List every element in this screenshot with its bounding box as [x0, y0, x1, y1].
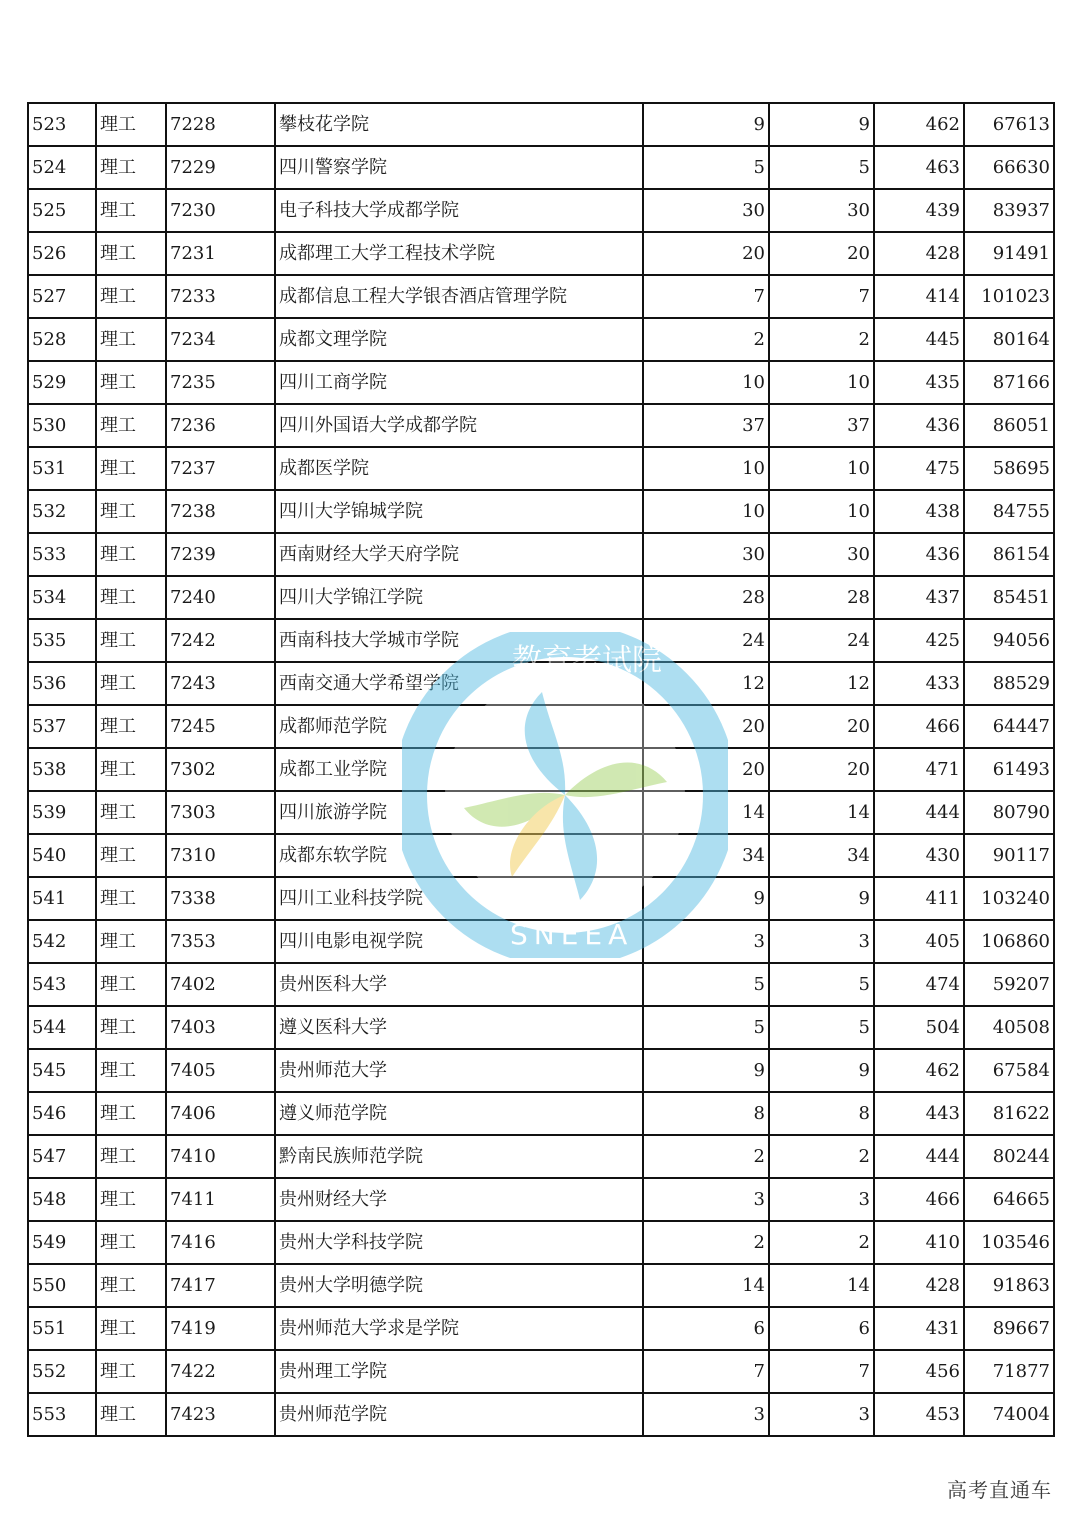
table-row: [28, 1350, 1054, 1393]
table-row: [28, 447, 1054, 490]
row-number-cell: 542: [28, 920, 96, 963]
min-score-cell: 436: [874, 404, 964, 447]
table-row: [28, 103, 1054, 146]
min-score-cell: 463: [874, 146, 964, 189]
school-code-cell: 7234: [166, 318, 275, 361]
min-rank-cell: 103546: [964, 1221, 1054, 1264]
row-number-cell: 530: [28, 404, 96, 447]
school-name-cell: 四川外国语大学成都学院: [275, 404, 643, 447]
plan-count-cell: 10: [643, 447, 769, 490]
min-rank-cell: 67584: [964, 1049, 1054, 1092]
admitted-count-cell: 6: [769, 1307, 874, 1350]
min-rank-cell: 64665: [964, 1178, 1054, 1221]
category-cell: 理工: [96, 791, 166, 834]
min-rank-cell: 91491: [964, 232, 1054, 275]
row-number-cell: 553: [28, 1393, 96, 1436]
min-score-cell: 435: [874, 361, 964, 404]
min-rank-cell: 94056: [964, 619, 1054, 662]
min-rank-cell: 61493: [964, 748, 1054, 791]
admitted-count-cell: 14: [769, 791, 874, 834]
school-code-cell: 7417: [166, 1264, 275, 1307]
school-name-cell: 黔南民族师范学院: [275, 1135, 643, 1178]
min-score-cell: 444: [874, 1135, 964, 1178]
table-row: [28, 189, 1054, 232]
min-score-cell: 430: [874, 834, 964, 877]
table-row: [28, 1264, 1054, 1307]
school-code-cell: 7419: [166, 1307, 275, 1350]
min-score-cell: 433: [874, 662, 964, 705]
school-code-cell: 7229: [166, 146, 275, 189]
school-name-cell: 四川电影电视学院: [275, 920, 643, 963]
plan-count-cell: 30: [643, 533, 769, 576]
school-name-cell: 贵州师范大学: [275, 1049, 643, 1092]
admitted-count-cell: 3: [769, 920, 874, 963]
plan-count-cell: 34: [643, 834, 769, 877]
plan-count-cell: 20: [643, 705, 769, 748]
plan-count-cell: 3: [643, 920, 769, 963]
school-code-cell: 7353: [166, 920, 275, 963]
table-row: [28, 1393, 1054, 1436]
table-row: [28, 748, 1054, 791]
category-cell: 理工: [96, 318, 166, 361]
school-name-cell: 成都文理学院: [275, 318, 643, 361]
category-cell: 理工: [96, 748, 166, 791]
category-cell: 理工: [96, 103, 166, 146]
table-row: [28, 1221, 1054, 1264]
table-row: [28, 361, 1054, 404]
row-number-cell: 548: [28, 1178, 96, 1221]
min-score-cell: 466: [874, 705, 964, 748]
school-name-cell: 遵义医科大学: [275, 1006, 643, 1049]
plan-count-cell: 30: [643, 189, 769, 232]
plan-count-cell: 5: [643, 963, 769, 1006]
admitted-count-cell: 3: [769, 1178, 874, 1221]
category-cell: 理工: [96, 1049, 166, 1092]
category-cell: 理工: [96, 1221, 166, 1264]
admitted-count-cell: 34: [769, 834, 874, 877]
school-code-cell: 7237: [166, 447, 275, 490]
min-rank-cell: 86051: [964, 404, 1054, 447]
row-number-cell: 537: [28, 705, 96, 748]
plan-count-cell: 8: [643, 1092, 769, 1135]
category-cell: 理工: [96, 920, 166, 963]
watermark-top-text: 教育考试院: [512, 643, 662, 678]
admitted-count-cell: 20: [769, 705, 874, 748]
min-score-cell: 425: [874, 619, 964, 662]
min-rank-cell: 66630: [964, 146, 1054, 189]
school-name-cell: 西南交通大学希望学院: [275, 662, 643, 705]
row-number-cell: 552: [28, 1350, 96, 1393]
table-row: [28, 1006, 1054, 1049]
school-code-cell: 7238: [166, 490, 275, 533]
table-row: [28, 662, 1054, 705]
school-name-cell: 四川工业科技学院: [275, 877, 643, 920]
category-cell: 理工: [96, 1393, 166, 1436]
plan-count-cell: 14: [643, 791, 769, 834]
plan-count-cell: 2: [643, 318, 769, 361]
min-score-cell: 475: [874, 447, 964, 490]
min-score-cell: 444: [874, 791, 964, 834]
school-code-cell: 7240: [166, 576, 275, 619]
plan-count-cell: 5: [643, 1006, 769, 1049]
table-row: [28, 1049, 1054, 1092]
admitted-count-cell: 7: [769, 275, 874, 318]
min-rank-cell: 59207: [964, 963, 1054, 1006]
min-score-cell: 428: [874, 232, 964, 275]
admitted-count-cell: 24: [769, 619, 874, 662]
row-number-cell: 539: [28, 791, 96, 834]
school-name-cell: 成都师范学院: [275, 705, 643, 748]
table-row: [28, 1178, 1054, 1221]
row-number-cell: 551: [28, 1307, 96, 1350]
school-code-cell: 7411: [166, 1178, 275, 1221]
admitted-count-cell: 30: [769, 189, 874, 232]
plan-count-cell: 6: [643, 1307, 769, 1350]
plan-count-cell: 9: [643, 1049, 769, 1092]
school-name-cell: 成都理工大学工程技术学院: [275, 232, 643, 275]
min-score-cell: 504: [874, 1006, 964, 1049]
admitted-count-cell: 2: [769, 1221, 874, 1264]
row-number-cell: 526: [28, 232, 96, 275]
school-name-cell: 四川工商学院: [275, 361, 643, 404]
min-rank-cell: 83937: [964, 189, 1054, 232]
admitted-count-cell: 10: [769, 361, 874, 404]
plan-count-cell: 28: [643, 576, 769, 619]
table-row: [28, 576, 1054, 619]
table-row: [28, 920, 1054, 963]
admissions-table: [27, 102, 1055, 1437]
table-row: [28, 705, 1054, 748]
category-cell: 理工: [96, 533, 166, 576]
table-row: [28, 1092, 1054, 1135]
plan-count-cell: 20: [643, 232, 769, 275]
plan-count-cell: 12: [643, 662, 769, 705]
min-rank-cell: 80164: [964, 318, 1054, 361]
school-name-cell: 四川大学锦江学院: [275, 576, 643, 619]
min-rank-cell: 86154: [964, 533, 1054, 576]
min-score-cell: 471: [874, 748, 964, 791]
school-name-cell: 贵州大学明德学院: [275, 1264, 643, 1307]
admitted-count-cell: 3: [769, 1393, 874, 1436]
school-code-cell: 7303: [166, 791, 275, 834]
row-number-cell: 528: [28, 318, 96, 361]
row-number-cell: 534: [28, 576, 96, 619]
row-number-cell: 529: [28, 361, 96, 404]
category-cell: 理工: [96, 834, 166, 877]
school-code-cell: 7310: [166, 834, 275, 877]
row-number-cell: 540: [28, 834, 96, 877]
school-code-cell: 7422: [166, 1350, 275, 1393]
plan-count-cell: 3: [643, 1393, 769, 1436]
admitted-count-cell: 12: [769, 662, 874, 705]
plan-count-cell: 10: [643, 361, 769, 404]
category-cell: 理工: [96, 576, 166, 619]
min-score-cell: 437: [874, 576, 964, 619]
category-cell: 理工: [96, 963, 166, 1006]
min-rank-cell: 87166: [964, 361, 1054, 404]
min-score-cell: 436: [874, 533, 964, 576]
plan-count-cell: 9: [643, 103, 769, 146]
school-code-cell: 7228: [166, 103, 275, 146]
school-name-cell: 西南财经大学天府学院: [275, 533, 643, 576]
plan-count-cell: 7: [643, 1350, 769, 1393]
table-row: [28, 963, 1054, 1006]
school-code-cell: 7402: [166, 963, 275, 1006]
admitted-count-cell: 5: [769, 1006, 874, 1049]
min-rank-cell: 64447: [964, 705, 1054, 748]
category-cell: 理工: [96, 275, 166, 318]
min-score-cell: 443: [874, 1092, 964, 1135]
category-cell: 理工: [96, 705, 166, 748]
table-body: [28, 103, 1054, 1436]
category-cell: 理工: [96, 1350, 166, 1393]
category-cell: 理工: [96, 619, 166, 662]
plan-count-cell: 5: [643, 146, 769, 189]
category-cell: 理工: [96, 146, 166, 189]
school-code-cell: 7245: [166, 705, 275, 748]
min-rank-cell: 101023: [964, 275, 1054, 318]
school-code-cell: 7242: [166, 619, 275, 662]
plan-count-cell: 37: [643, 404, 769, 447]
category-cell: 理工: [96, 490, 166, 533]
table-row: [28, 533, 1054, 576]
category-cell: 理工: [96, 232, 166, 275]
min-rank-cell: 84755: [964, 490, 1054, 533]
school-name-cell: 贵州大学科技学院: [275, 1221, 643, 1264]
school-name-cell: 成都医学院: [275, 447, 643, 490]
min-rank-cell: 58695: [964, 447, 1054, 490]
watermark-bottom-text: SNEEA: [510, 918, 634, 951]
table-row: [28, 1135, 1054, 1178]
school-code-cell: 7406: [166, 1092, 275, 1135]
min-rank-cell: 80790: [964, 791, 1054, 834]
school-code-cell: 7239: [166, 533, 275, 576]
row-number-cell: 523: [28, 103, 96, 146]
min-score-cell: 466: [874, 1178, 964, 1221]
school-name-cell: 贵州师范大学求是学院: [275, 1307, 643, 1350]
row-number-cell: 547: [28, 1135, 96, 1178]
plan-count-cell: 14: [643, 1264, 769, 1307]
table-row: [28, 232, 1054, 275]
min-score-cell: 453: [874, 1393, 964, 1436]
row-number-cell: 536: [28, 662, 96, 705]
plan-count-cell: 2: [643, 1221, 769, 1264]
min-rank-cell: 67613: [964, 103, 1054, 146]
category-cell: 理工: [96, 1178, 166, 1221]
school-code-cell: 7231: [166, 232, 275, 275]
school-code-cell: 7410: [166, 1135, 275, 1178]
school-name-cell: 四川警察学院: [275, 146, 643, 189]
school-name-cell: 贵州师范学院: [275, 1393, 643, 1436]
table-row: [28, 318, 1054, 361]
admitted-count-cell: 20: [769, 232, 874, 275]
admitted-count-cell: 37: [769, 404, 874, 447]
row-number-cell: 538: [28, 748, 96, 791]
plan-count-cell: 3: [643, 1178, 769, 1221]
admitted-count-cell: 2: [769, 318, 874, 361]
admitted-count-cell: 8: [769, 1092, 874, 1135]
source-watermark-text: 高考直通车: [947, 1478, 1052, 1502]
table-row: [28, 834, 1054, 877]
school-name-cell: 成都东软学院: [275, 834, 643, 877]
school-name-cell: 电子科技大学成都学院: [275, 189, 643, 232]
min-rank-cell: 74004: [964, 1393, 1054, 1436]
table-row: [28, 490, 1054, 533]
row-number-cell: 550: [28, 1264, 96, 1307]
min-score-cell: 439: [874, 189, 964, 232]
school-name-cell: 成都信息工程大学银杏酒店管理学院: [275, 275, 643, 318]
admitted-count-cell: 10: [769, 490, 874, 533]
row-number-cell: 545: [28, 1049, 96, 1092]
row-number-cell: 531: [28, 447, 96, 490]
admitted-count-cell: 20: [769, 748, 874, 791]
school-code-cell: 7405: [166, 1049, 275, 1092]
plan-count-cell: 20: [643, 748, 769, 791]
category-cell: 理工: [96, 361, 166, 404]
school-code-cell: 7338: [166, 877, 275, 920]
min-score-cell: 456: [874, 1350, 964, 1393]
category-cell: 理工: [96, 1092, 166, 1135]
min-rank-cell: 81622: [964, 1092, 1054, 1135]
school-code-cell: 7416: [166, 1221, 275, 1264]
admitted-count-cell: 5: [769, 146, 874, 189]
table-row: [28, 877, 1054, 920]
row-number-cell: 546: [28, 1092, 96, 1135]
admitted-count-cell: 5: [769, 963, 874, 1006]
school-name-cell: 西南科技大学城市学院: [275, 619, 643, 662]
min-score-cell: 462: [874, 1049, 964, 1092]
admitted-count-cell: 14: [769, 1264, 874, 1307]
school-code-cell: 7230: [166, 189, 275, 232]
category-cell: 理工: [96, 1307, 166, 1350]
row-number-cell: 544: [28, 1006, 96, 1049]
admitted-count-cell: 28: [769, 576, 874, 619]
category-cell: 理工: [96, 1006, 166, 1049]
min-score-cell: 428: [874, 1264, 964, 1307]
min-score-cell: 411: [874, 877, 964, 920]
min-rank-cell: 71877: [964, 1350, 1054, 1393]
plan-count-cell: 10: [643, 490, 769, 533]
plan-count-cell: 2: [643, 1135, 769, 1178]
min-rank-cell: 103240: [964, 877, 1054, 920]
admitted-count-cell: 30: [769, 533, 874, 576]
school-name-cell: 贵州医科大学: [275, 963, 643, 1006]
table-row: [28, 146, 1054, 189]
row-number-cell: 541: [28, 877, 96, 920]
school-name-cell: 贵州理工学院: [275, 1350, 643, 1393]
min-score-cell: 462: [874, 103, 964, 146]
table-row: [28, 791, 1054, 834]
category-cell: 理工: [96, 662, 166, 705]
row-number-cell: 535: [28, 619, 96, 662]
admitted-count-cell: 9: [769, 103, 874, 146]
table-row: [28, 619, 1054, 662]
min-rank-cell: 88529: [964, 662, 1054, 705]
min-score-cell: 431: [874, 1307, 964, 1350]
school-code-cell: 7423: [166, 1393, 275, 1436]
category-cell: 理工: [96, 404, 166, 447]
school-code-cell: 7236: [166, 404, 275, 447]
category-cell: 理工: [96, 877, 166, 920]
category-cell: 理工: [96, 1264, 166, 1307]
plan-count-cell: 9: [643, 877, 769, 920]
school-code-cell: 7235: [166, 361, 275, 404]
min-rank-cell: 91863: [964, 1264, 1054, 1307]
category-cell: 理工: [96, 189, 166, 232]
plan-count-cell: 24: [643, 619, 769, 662]
min-score-cell: 405: [874, 920, 964, 963]
school-code-cell: 7302: [166, 748, 275, 791]
admitted-count-cell: 2: [769, 1135, 874, 1178]
row-number-cell: 532: [28, 490, 96, 533]
row-number-cell: 543: [28, 963, 96, 1006]
row-number-cell: 524: [28, 146, 96, 189]
min-score-cell: 414: [874, 275, 964, 318]
school-code-cell: 7233: [166, 275, 275, 318]
school-name-cell: 贵州财经大学: [275, 1178, 643, 1221]
row-number-cell: 525: [28, 189, 96, 232]
min-score-cell: 438: [874, 490, 964, 533]
school-code-cell: 7243: [166, 662, 275, 705]
category-cell: 理工: [96, 447, 166, 490]
min-score-cell: 410: [874, 1221, 964, 1264]
table-row: [28, 275, 1054, 318]
row-number-cell: 533: [28, 533, 96, 576]
min-rank-cell: 89667: [964, 1307, 1054, 1350]
school-code-cell: 7403: [166, 1006, 275, 1049]
school-name-cell: 攀枝花学院: [275, 103, 643, 146]
row-number-cell: 549: [28, 1221, 96, 1264]
min-rank-cell: 40508: [964, 1006, 1054, 1049]
school-name-cell: 四川旅游学院: [275, 791, 643, 834]
admitted-count-cell: 9: [769, 1049, 874, 1092]
min-rank-cell: 90117: [964, 834, 1054, 877]
admitted-count-cell: 7: [769, 1350, 874, 1393]
school-name-cell: 四川大学锦城学院: [275, 490, 643, 533]
min-rank-cell: 80244: [964, 1135, 1054, 1178]
school-name-cell: 成都工业学院: [275, 748, 643, 791]
row-number-cell: 527: [28, 275, 96, 318]
min-score-cell: 474: [874, 963, 964, 1006]
min-score-cell: 445: [874, 318, 964, 361]
admitted-count-cell: 10: [769, 447, 874, 490]
min-rank-cell: 106860: [964, 920, 1054, 963]
table-row: [28, 404, 1054, 447]
category-cell: 理工: [96, 1135, 166, 1178]
plan-count-cell: 7: [643, 275, 769, 318]
admitted-count-cell: 9: [769, 877, 874, 920]
school-name-cell: 遵义师范学院: [275, 1092, 643, 1135]
table-row: [28, 1307, 1054, 1350]
min-rank-cell: 85451: [964, 576, 1054, 619]
